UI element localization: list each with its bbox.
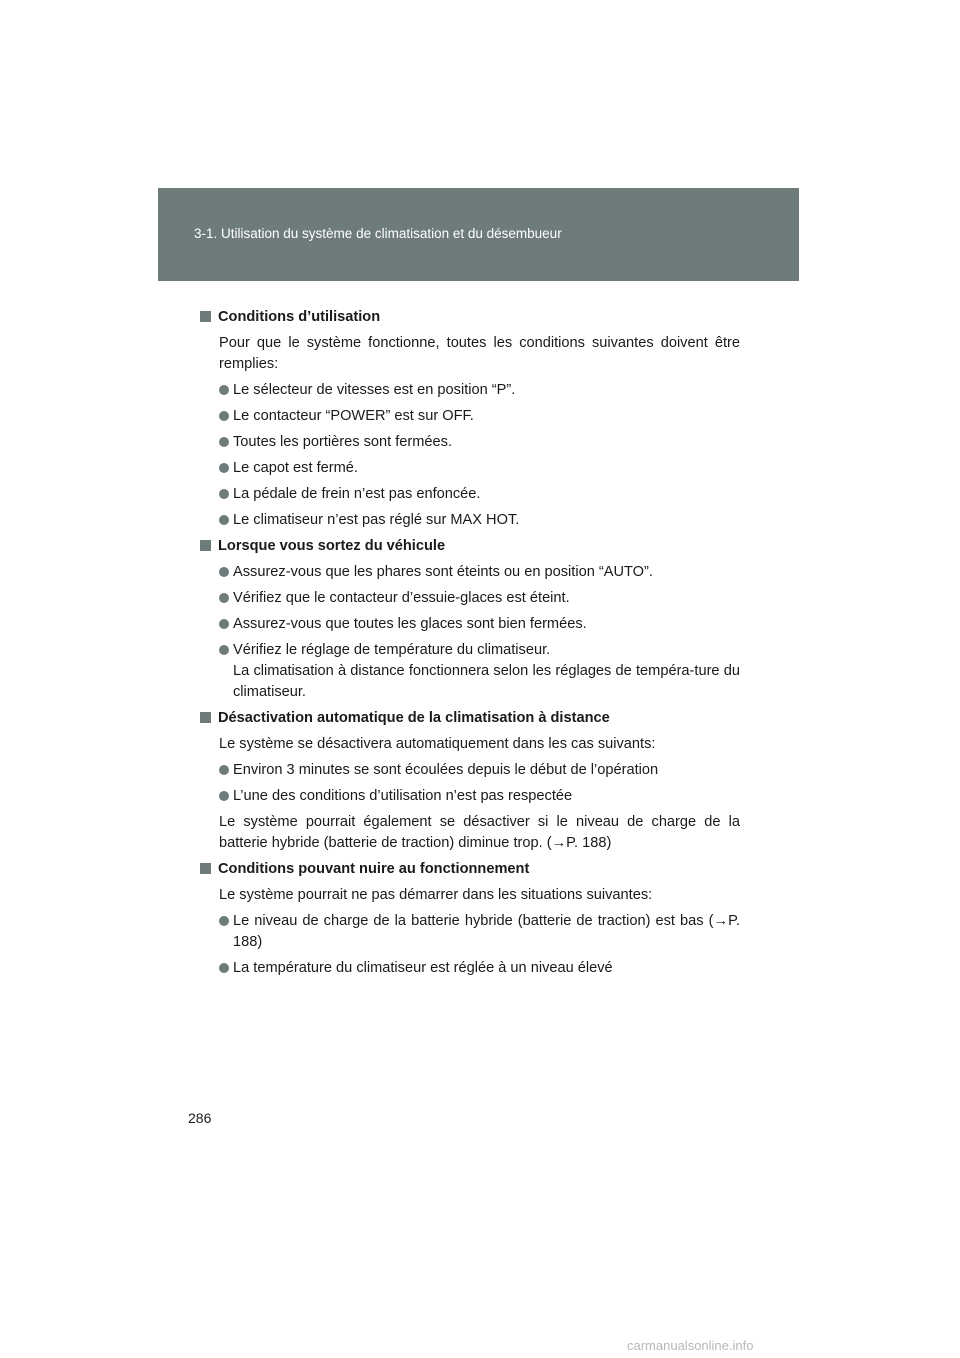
list-item-text: La température du climatiseur est réglée à un niveau élevé [233, 960, 613, 976]
list-item-text: L’une des conditions d’utilisation n’est pas respectée [233, 788, 573, 804]
list-item-text: Vérifiez que le contacteur d’essuie-glaces est éteint. [233, 590, 570, 606]
round-bullet-icon [219, 619, 229, 629]
round-bullet-icon [219, 489, 229, 499]
paragraph: Le système se désactivera automatiquement dans les cas suivants: [219, 736, 656, 752]
watermark: carmanualsonline.info [627, 1338, 754, 1353]
round-bullet-icon [219, 645, 229, 655]
list-item-text: Toutes les portières sont fermées. [233, 434, 453, 450]
round-bullet-icon [219, 593, 229, 603]
heading-desactivation-auto [200, 708, 740, 729]
list-item-text: Environ 3 minutes se sont écoulées depuis le début de l’opération [233, 762, 659, 778]
round-bullet-icon [219, 463, 229, 473]
list-item-note: La climatisation à distance fonctionnera selon les réglages de tempéra-ture du climatiseur. [233, 663, 740, 700]
list-item-text: Assurez-vous que les phares sont éteints ou en position “AUTO”. [233, 564, 653, 580]
page-number: 286 [188, 1110, 212, 1126]
section-header-band [158, 188, 799, 281]
heading-text: Conditions d’utilisation [218, 309, 381, 325]
list-item [200, 786, 740, 807]
list-item [200, 614, 740, 635]
list-item-text: Vérifiez le réglage de température du climatiseur. [233, 642, 551, 658]
list-item [200, 760, 740, 781]
list-item [200, 640, 740, 703]
square-bullet-icon [200, 712, 211, 723]
list-item [200, 458, 740, 479]
list-item [200, 911, 740, 953]
heading-conditions-nuire [200, 859, 740, 880]
list-item [200, 562, 740, 583]
paragraph: Le système pourrait également se désactiver si le niveau de charge de la batterie hybride (batterie de traction) diminue trop. (→P. 188) [219, 814, 740, 851]
paragraph: Pour que le système fonctionne, toutes les conditions suivantes doivent être remplies: [219, 335, 740, 372]
list-item [200, 588, 740, 609]
square-bullet-icon [200, 540, 211, 551]
square-bullet-icon [200, 863, 211, 874]
list-item-text: Le niveau de charge de la batterie hybride (batterie de traction) est bas (→P. 188) [233, 913, 740, 950]
list-item [200, 484, 740, 505]
round-bullet-icon [219, 916, 229, 926]
page-content [200, 307, 740, 979]
list-item-text: Le capot est fermé. [233, 460, 358, 476]
heading-sortie-vehicule [200, 536, 740, 557]
section-title: 3-1. Utilisation du système de climatisation et du désembueur [194, 226, 562, 241]
round-bullet-icon [219, 411, 229, 421]
heading-conditions-utilisation [200, 307, 740, 328]
round-bullet-icon [219, 963, 229, 973]
round-bullet-icon [219, 567, 229, 577]
list-item [200, 406, 740, 427]
square-bullet-icon [200, 311, 211, 322]
heading-text: Désactivation automatique de la climatisation à distance [218, 710, 610, 726]
heading-text: Lorsque vous sortez du véhicule [218, 538, 446, 554]
round-bullet-icon [219, 437, 229, 447]
list-item [200, 510, 740, 531]
list-item-text: Assurez-vous que toutes les glaces sont bien fermées. [233, 616, 587, 632]
list-item [200, 380, 740, 401]
round-bullet-icon [219, 385, 229, 395]
list-item [200, 958, 740, 979]
list-item-text: La pédale de frein n’est pas enfoncée. [233, 486, 481, 502]
list-item-text: Le contacteur “POWER” est sur OFF. [233, 408, 474, 424]
round-bullet-icon [219, 791, 229, 801]
round-bullet-icon [219, 515, 229, 525]
heading-text: Conditions pouvant nuire au fonctionnement [218, 861, 530, 877]
list-item-text: Le sélecteur de vitesses est en position “P”. [233, 382, 516, 398]
paragraph: Le système pourrait ne pas démarrer dans les situations suivantes: [219, 887, 653, 903]
list-item [200, 432, 740, 453]
round-bullet-icon [219, 765, 229, 775]
list-item-text: Le climatiseur n’est pas réglé sur MAX HOT. [233, 512, 520, 528]
